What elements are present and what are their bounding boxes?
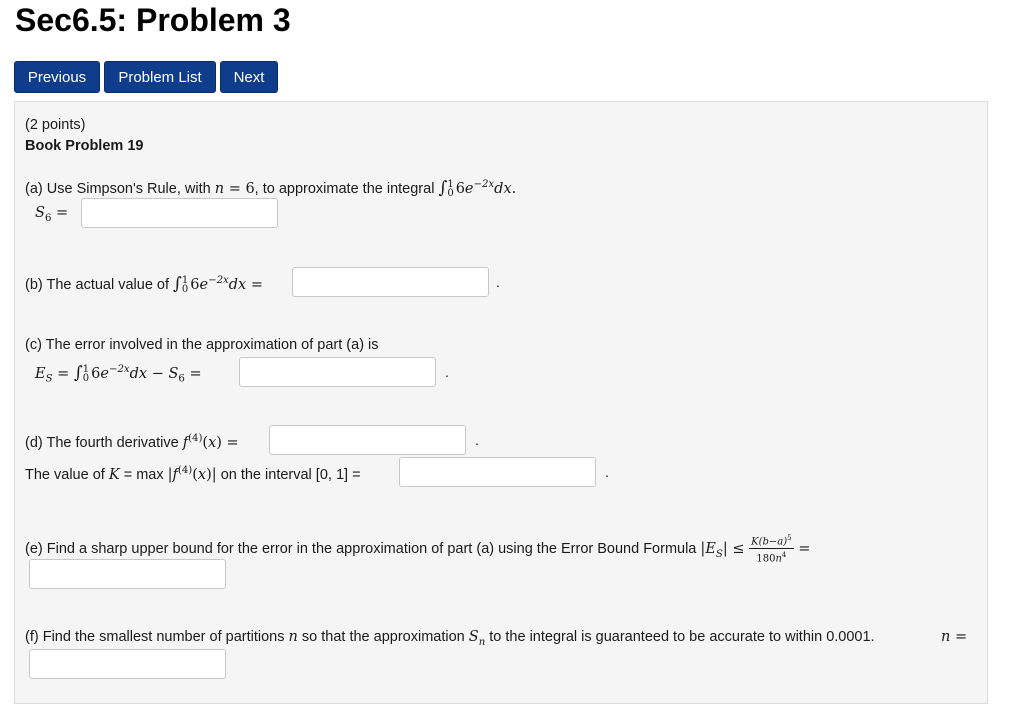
- error-es-input[interactable]: [239, 357, 436, 387]
- fourth-derivative-input[interactable]: [269, 425, 466, 455]
- part-d-period: .: [475, 432, 479, 448]
- integral-expression-a: ∫1 0 $6e^{-2x}dx$.: [438, 177, 517, 199]
- book-problem-label: Book Problem 19: [25, 138, 144, 154]
- error-bound-formula: $|E_S|$ ≤ $\frac{K(b-a)^5}{180n^4}$ =: [700, 534, 811, 565]
- previous-button[interactable]: Previous: [14, 61, 100, 93]
- problem-panel: [14, 101, 988, 704]
- part-b-period: .: [496, 274, 500, 290]
- s6-label: $S_6$ =: [35, 205, 69, 224]
- part-f-text: (f) Find the smallest number of partitions: [25, 629, 285, 645]
- part-e-text: (e) Find a sharp upper bound for the error in the approximation of part (a) using the Error Bound Formula: [25, 540, 697, 557]
- abs-fourth-derivative-math: $|f^{(4)}(x)|$: [167, 465, 217, 483]
- part-b-prompt: [25, 272, 263, 294]
- part-a-prompt: [25, 176, 516, 198]
- k-value-input[interactable]: [399, 457, 596, 487]
- k-value-prompt: [25, 462, 361, 484]
- n-equals-6-math: n = 6: [214, 180, 255, 197]
- part-d-text: (d) The fourth derivative: [25, 434, 179, 451]
- part-a-mid-text: , to approximate the integral: [254, 180, 435, 197]
- s-n-symbol: $S_n$: [468, 629, 486, 648]
- part-f-end-text: to the integral is guaranteed to be accurate to within 0.0001.: [489, 629, 875, 645]
- k-value-period: .: [605, 464, 609, 480]
- points-label: (2 points): [25, 117, 86, 133]
- part-a-text: (a) Use Simpson's Rule, with: [25, 180, 211, 197]
- n-value-input[interactable]: [29, 649, 226, 679]
- part-c-period: .: [445, 364, 449, 380]
- part-f-mid-text: so that the approximation: [301, 629, 465, 645]
- n-equals-label: n =: [941, 629, 968, 645]
- n-symbol: n: [288, 629, 298, 645]
- part-b-text: (b) The actual value of: [25, 276, 170, 293]
- k-text-1: The value of: [25, 466, 105, 483]
- k-text-3: on the interval [0, 1] =: [220, 466, 361, 483]
- problem-list-button[interactable]: Problem List: [104, 61, 216, 93]
- k-symbol: K: [108, 466, 120, 483]
- part-c-text: (c) The error involved in the approximation of part (a) is: [25, 337, 379, 353]
- integral-expression-b: ∫1 0 $6e^{-2x}dx$ =: [173, 273, 263, 295]
- part-d-prompt: [25, 430, 239, 452]
- page-title: Sec6.5: Problem 3: [15, 2, 291, 38]
- error-bound-input[interactable]: [29, 559, 226, 589]
- s6-answer-input[interactable]: [81, 198, 278, 228]
- next-button[interactable]: Next: [220, 61, 278, 93]
- error-es-expression: $E_S = \int 1$ 0 $6e^{-2x}dx - S_6$ =: [35, 362, 202, 385]
- fourth-derivative-math: $f^{(4)}(x)$ =: [182, 433, 239, 451]
- actual-value-input[interactable]: [292, 267, 489, 297]
- k-text-2: = max: [123, 466, 164, 483]
